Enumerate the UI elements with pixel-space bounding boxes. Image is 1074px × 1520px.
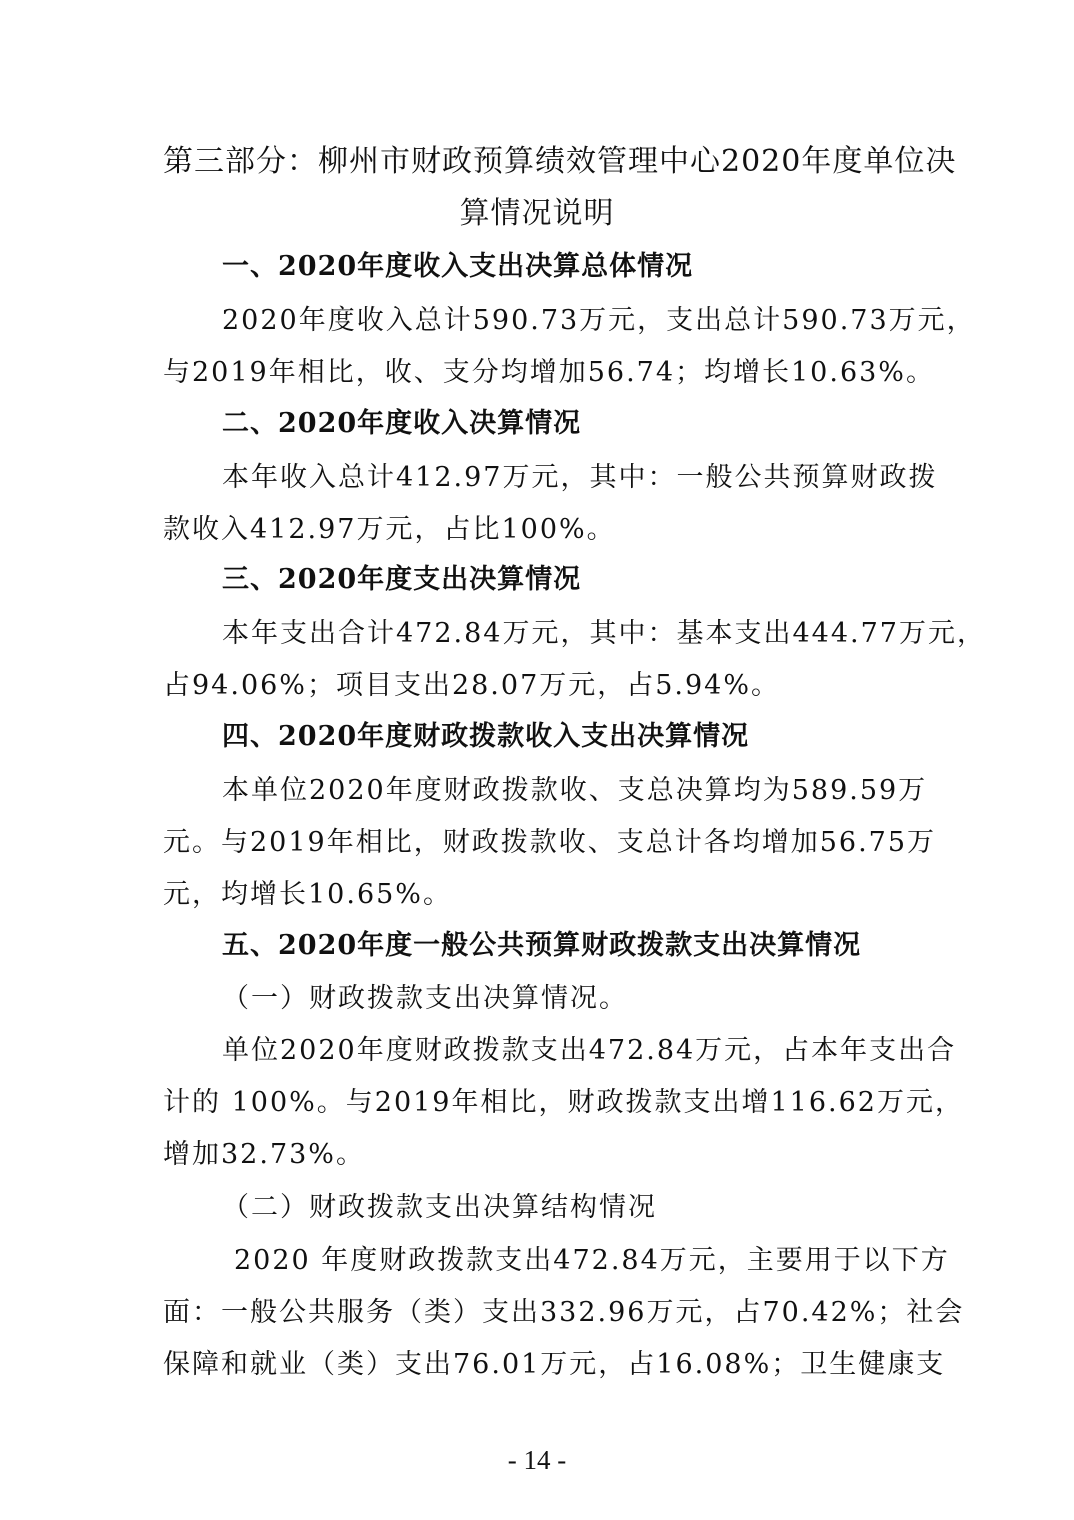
section-5-sub2-line-1: 2020 年度财政拨款支出472.84万元，主要用于以下方 [234, 1245, 950, 1276]
page-number: - 14 - [507, 1445, 567, 1475]
section-5-sub1-line-3: 增加32.73%。 [163, 1139, 365, 1170]
section-3-line-2: 占94.06%；项目支出28.07万元，占5.94%。 [163, 670, 781, 701]
page-title-line-2: 算情况说明 [459, 196, 615, 231]
section-heading-4: 四、2020年度财政拨款收入支出决算情况 [222, 721, 750, 752]
section-5-sub2-line-3: 保障和就业（类）支出76.01万元，占16.08%；卫生健康支 [163, 1349, 946, 1380]
section-4-line-2: 元。与2019年相比，财政拨款收、支总计各均增加56.75万 [163, 827, 937, 858]
page-title-line-1: 第三部分：柳州市财政预算绩效管理中心2020年度单位决 [163, 144, 957, 179]
section-5-sub1-line-1: 单位2020年度财政拨款支出472.84万元，占本年支出合 [222, 1035, 957, 1066]
section-3-line-1: 本年支出合计472.84万元，其中：基本支出444.77万元， [222, 618, 986, 649]
section-2-line-1: 本年收入总计412.97万元，其中：一般公共预算财政拨 [222, 462, 938, 493]
section-1-line-2: 与2019年相比，收、支分均增加56.74；均增长10.63%。 [163, 357, 935, 388]
section-5-subheading-2: （二）财政拨款支出决算结构情况 [222, 1192, 657, 1223]
section-heading-3: 三、2020年度支出决算情况 [222, 564, 582, 595]
section-1-line-1: 2020年度收入总计590.73万元，支出总计590.73万元， [222, 305, 976, 336]
section-heading-5: 五、2020年度一般公共预算财政拨款支出决算情况 [222, 930, 862, 961]
section-heading-2: 二、2020年度收入决算情况 [222, 408, 582, 439]
section-2-line-2: 款收入412.97万元，占比100%。 [163, 514, 616, 545]
section-5-sub1-line-2: 计的 100%。与2019年相比，财政拨款支出增116.62万元， [163, 1087, 964, 1118]
section-5-sub2-line-2: 面：一般公共服务（类）支出332.96万元，占70.42%；社会 [163, 1297, 965, 1328]
section-heading-1: 一、2020年度收入支出决算总体情况 [222, 251, 694, 282]
section-5-subheading-1: （一）财政拨款支出决算情况。 [222, 983, 628, 1014]
section-4-line-3: 元，均增长10.65%。 [163, 879, 452, 910]
section-4-line-1: 本单位2020年度财政拨款收、支总决算均为589.59万 [222, 775, 928, 806]
